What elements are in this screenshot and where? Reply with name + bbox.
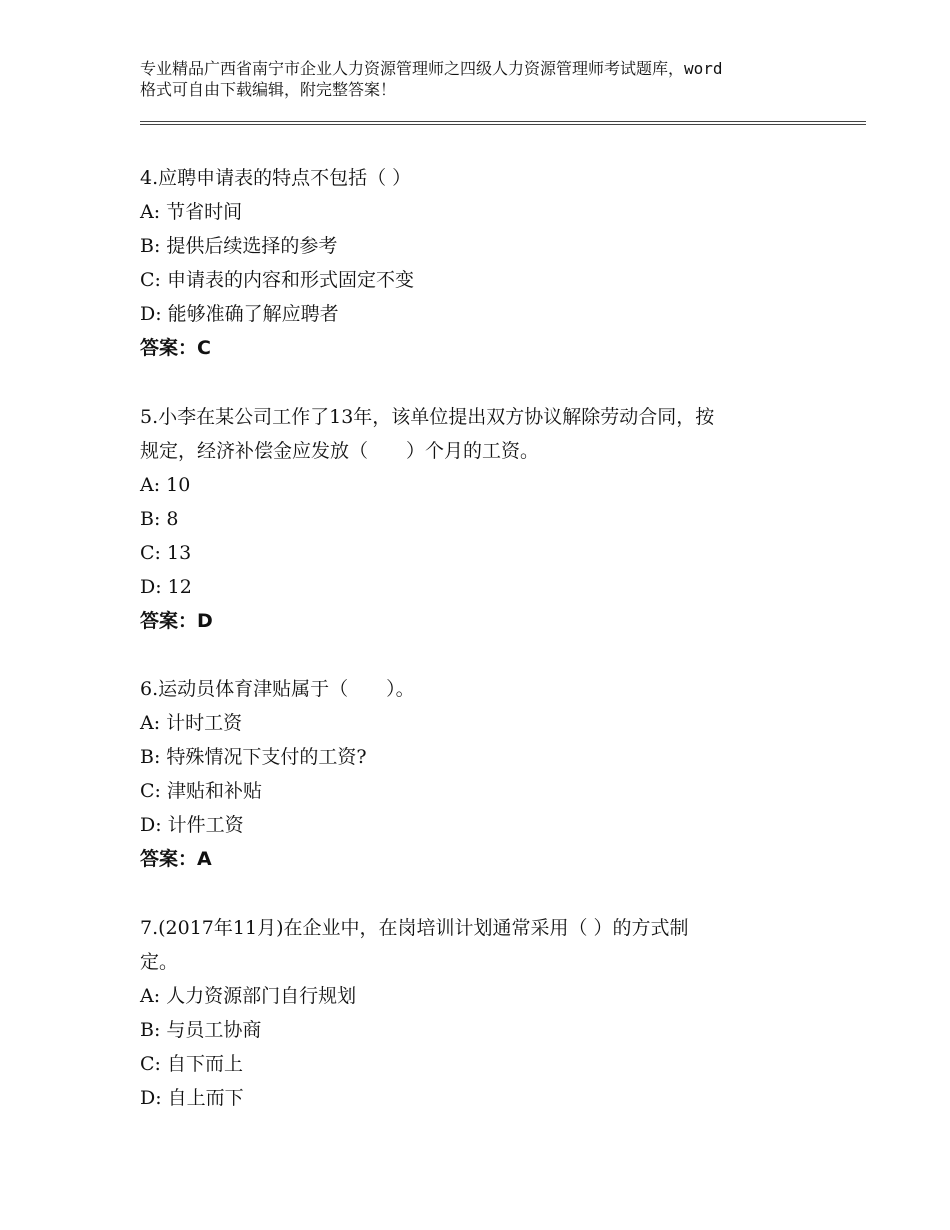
answer: 答案：D <box>140 610 213 632</box>
option-c: C: 申请表的内容和形式固定不变 <box>140 269 414 291</box>
question-stem-line-2: 规定，经济补偿金应发放（ ）个月的工资。 <box>140 440 540 462</box>
option-a: A: 人力资源部门自行规划 <box>140 985 357 1007</box>
question-7 <box>140 911 830 1115</box>
header-divider-top <box>140 121 866 122</box>
option-c: C: 自下而上 <box>140 1053 243 1075</box>
option-a: A: 计时工资 <box>140 712 243 734</box>
question-stem-line-2: 定。 <box>140 951 179 973</box>
question-stem: 6.运动员体育津贴属于（ ）。 <box>140 678 415 700</box>
header-divider-bottom <box>140 124 866 125</box>
question-stem: 4.应聘申请表的特点不包括（ ） <box>140 167 412 189</box>
option-c: C: 13 <box>140 542 192 564</box>
option-b: B: 8 <box>140 508 179 530</box>
question-6 <box>140 672 830 876</box>
option-b: B: 特殊情况下支付的工资? <box>140 746 367 768</box>
question-stem-line-1: 5.小李在某公司工作了13年，该单位提出双方协议解除劳动合同，按 <box>140 406 715 428</box>
option-c: C: 津贴和补贴 <box>140 780 262 802</box>
header-line-2: 格式可自由下载编辑，附完整答案！ <box>140 80 397 99</box>
option-d: D: 自上而下 <box>140 1087 244 1109</box>
header-line-1: 专业精品广西省南宁市企业人力资源管理师之四级人力资源管理师考试题库，word <box>140 59 723 78</box>
option-b: B: 提供后续选择的参考 <box>140 235 338 257</box>
answer: 答案：A <box>140 848 212 870</box>
option-b: B: 与员工协商 <box>140 1019 262 1041</box>
document-header <box>140 58 830 100</box>
question-4 <box>140 161 830 365</box>
option-d: D: 12 <box>140 576 192 598</box>
option-d: D: 计件工资 <box>140 814 244 836</box>
answer: 答案：C <box>140 337 211 359</box>
option-a: A: 节省时间 <box>140 201 243 223</box>
question-5 <box>140 400 830 638</box>
option-a: A: 10 <box>140 474 191 496</box>
question-stem-line-1: 7.(2017年11月)在企业中，在岗培训计划通常采用（ ）的方式制 <box>140 917 689 939</box>
option-d: D: 能够准确了解应聘者 <box>140 303 339 325</box>
